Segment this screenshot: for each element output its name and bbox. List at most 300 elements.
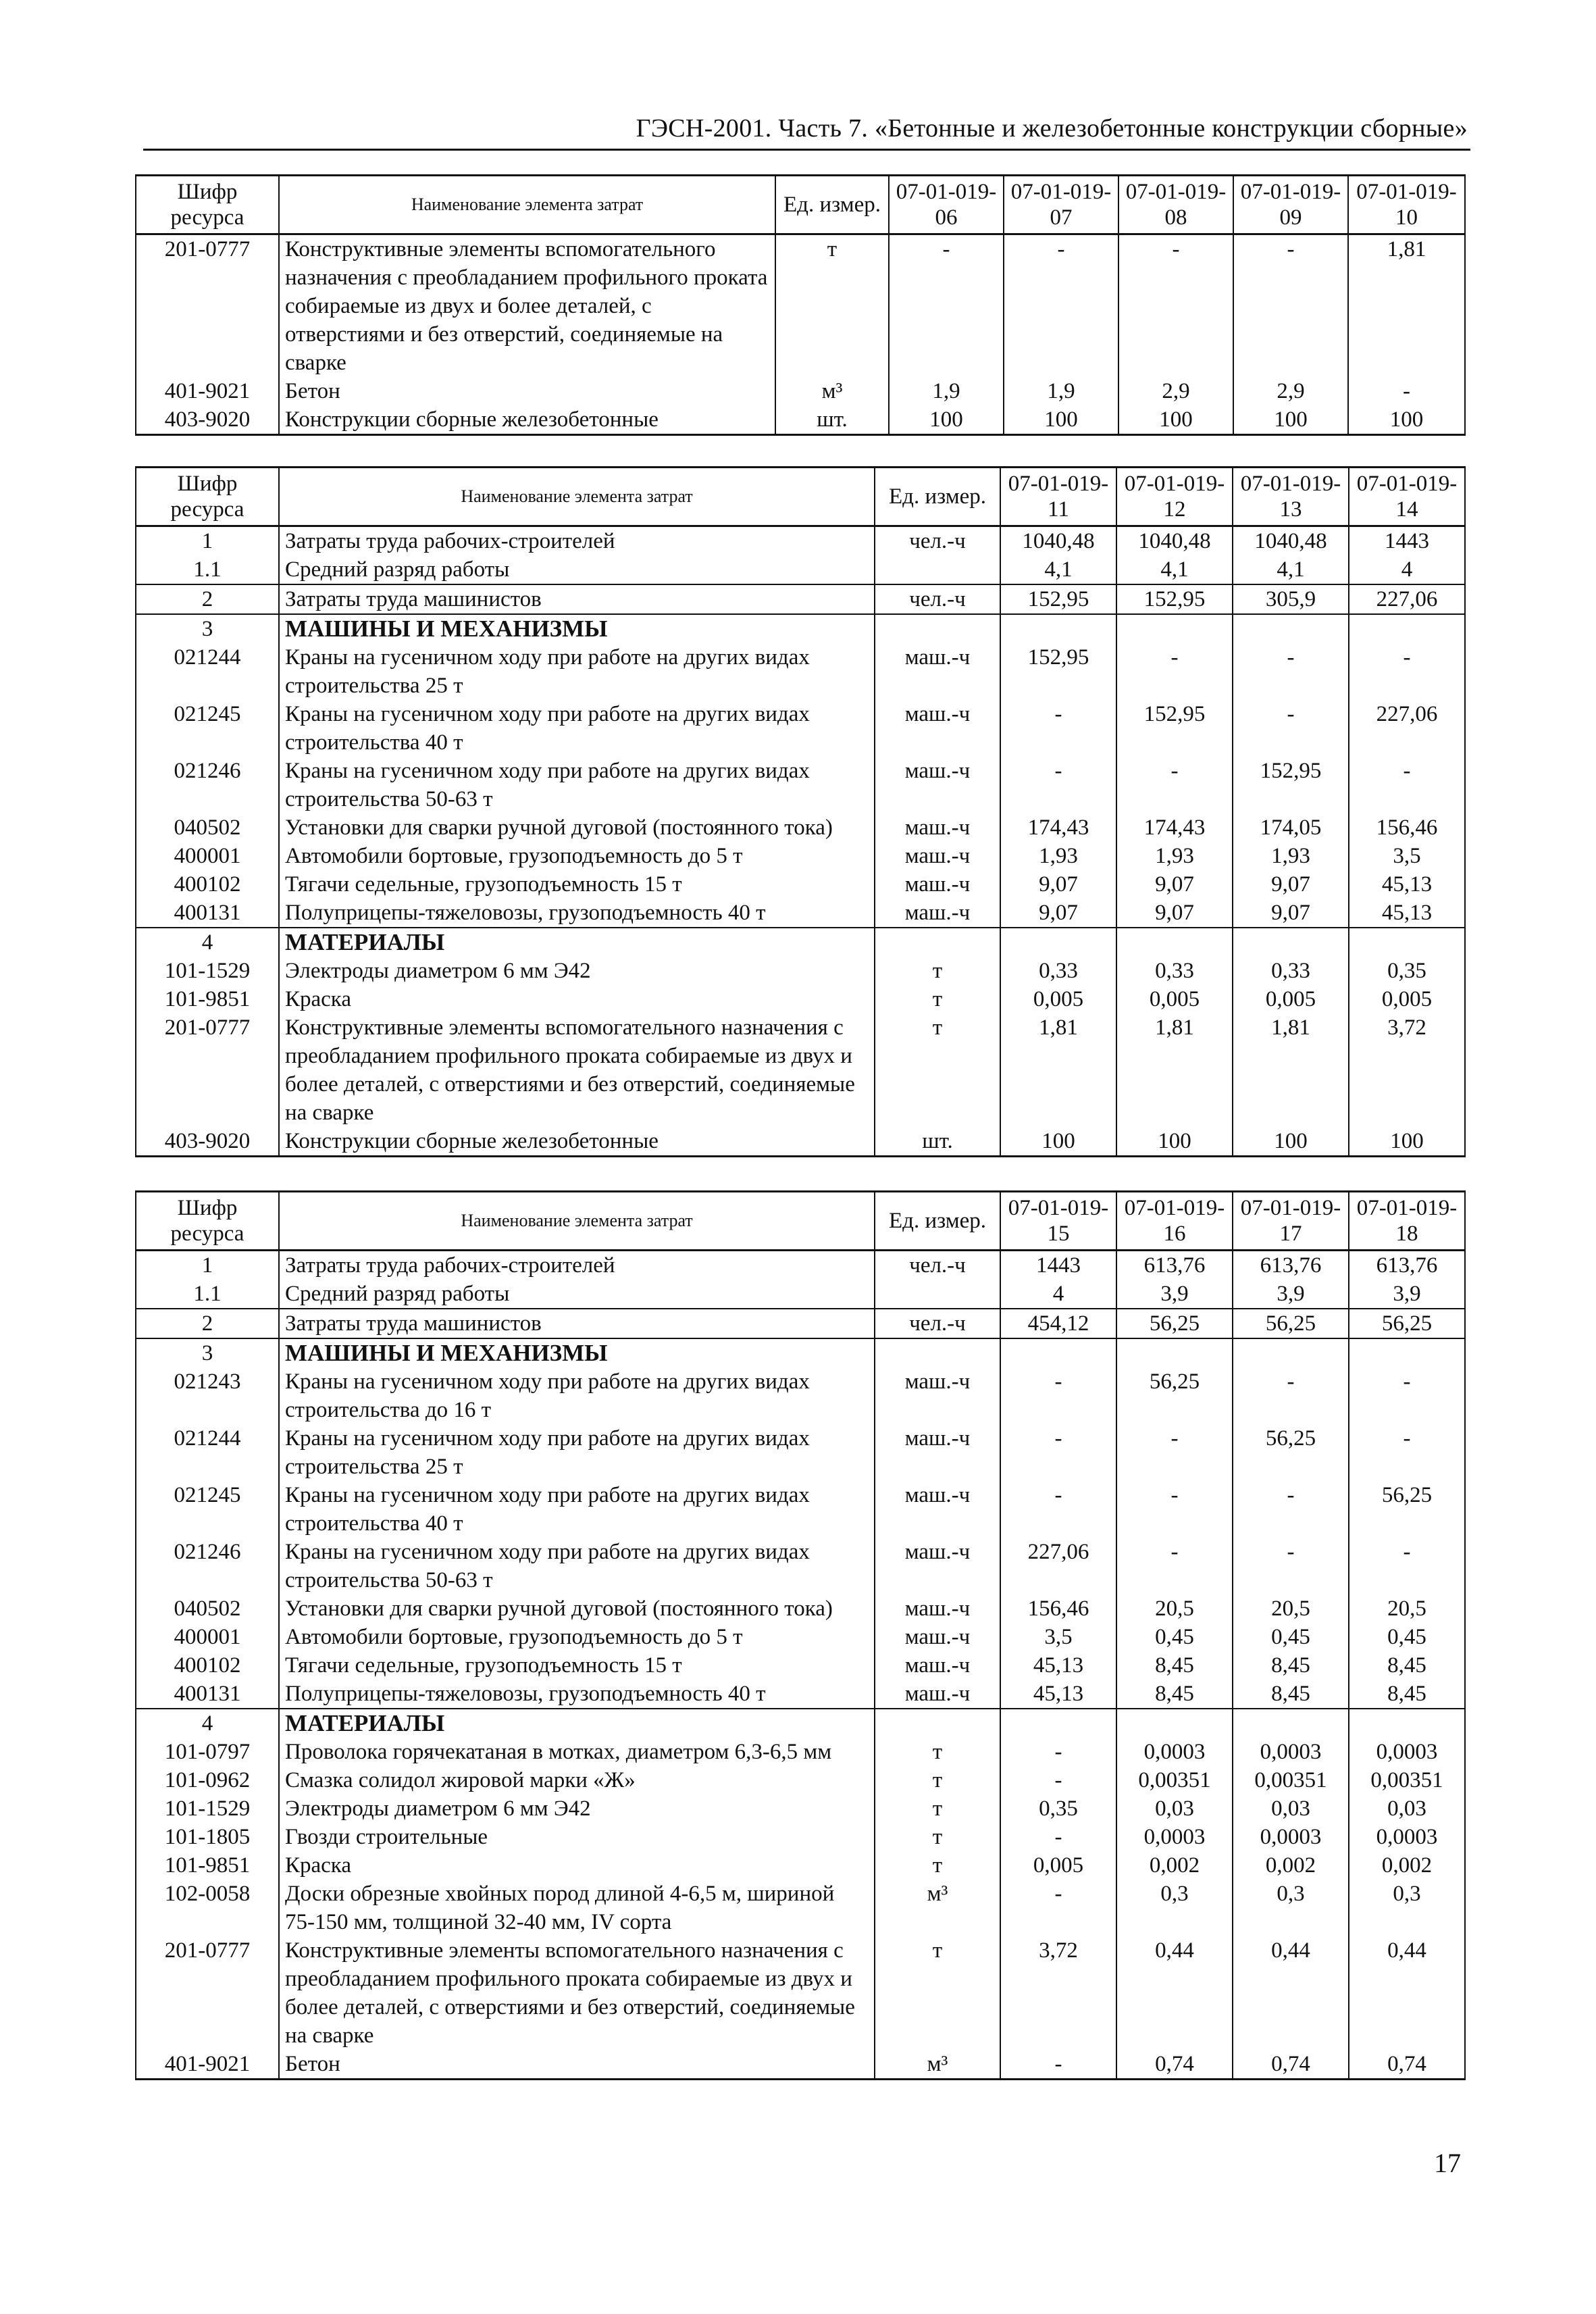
header-unit: Ед. измер. xyxy=(875,468,1000,526)
resource-code: 403-9020 xyxy=(136,405,279,435)
unit-of-measure: маш.-ч xyxy=(875,1367,1000,1424)
table-row xyxy=(136,614,1465,643)
norm-value xyxy=(1000,928,1116,957)
table-row xyxy=(136,757,1465,813)
norm-value: - xyxy=(1000,1367,1116,1424)
cost-element-name: Средний разряд работы xyxy=(279,555,875,584)
norm-value: 0,03 xyxy=(1349,1794,1465,1823)
section-title: МАШИНЫ И МЕХАНИЗМЫ xyxy=(279,614,875,643)
unit-of-measure: маш.-ч xyxy=(875,870,1000,899)
norm-value: 56,25 xyxy=(1116,1309,1233,1338)
table-header-row xyxy=(136,176,1465,234)
norm-value: 20,5 xyxy=(1349,1594,1465,1623)
cost-element-name: Автомобили бортовые, грузоподъемность до 5 т xyxy=(279,1623,875,1651)
table-row xyxy=(136,1623,1465,1651)
unit-of-measure xyxy=(875,555,1000,584)
norm-value: 9,07 xyxy=(1000,899,1116,928)
norm-value: 0,44 xyxy=(1233,1936,1349,2050)
resource-code: 201-0777 xyxy=(136,1936,279,2050)
norm-value: 152,95 xyxy=(1116,700,1233,757)
norm-value: - xyxy=(1000,1823,1116,1851)
cost-element-name: Средний разряд работы xyxy=(279,1280,875,1309)
resource-code: 021244 xyxy=(136,643,279,700)
norm-value: 454,12 xyxy=(1000,1309,1116,1338)
cost-element-name: Затраты труда машинистов xyxy=(279,584,875,614)
cost-element-name: Конструктивные элементы вспомогательного назначения с преобладанием профильного проката собираемые из двух и более деталей, с отверстиями и без отверстий, соединяемые на сварке xyxy=(279,234,775,378)
norm-value xyxy=(1349,1338,1465,1367)
norm-value xyxy=(1233,1709,1349,1738)
unit-of-measure xyxy=(875,1338,1000,1367)
norm-value: 0,44 xyxy=(1349,1936,1465,2050)
norm-value: 3,9 xyxy=(1116,1280,1233,1309)
norm-value: 1,93 xyxy=(1233,842,1349,870)
resource-code: 101-0962 xyxy=(136,1766,279,1794)
cost-element-name: Доски обрезные хвойных пород длиной 4-6,5 м, шириной 75-150 мм, толщиной 32-40 мм, IV сорта xyxy=(279,1880,875,1936)
table-row xyxy=(136,985,1465,1013)
resource-code: 4 xyxy=(136,1709,279,1738)
table-row xyxy=(136,928,1465,957)
header-col: 07-01-019-06 xyxy=(889,176,1004,234)
table-row xyxy=(136,957,1465,985)
norm-value: 1,9 xyxy=(1004,377,1118,405)
cost-element-name: Краска xyxy=(279,1851,875,1880)
cost-element-name: Краны на гусеничном ходу при работе на других видах строительства 50-63 т xyxy=(279,757,875,813)
norm-value: - xyxy=(1116,643,1233,700)
norm-value: 0,03 xyxy=(1233,1794,1349,1823)
norm-value: 152,95 xyxy=(1000,584,1116,614)
norm-value: 305,9 xyxy=(1233,584,1349,614)
norm-value: 8,45 xyxy=(1233,1651,1349,1680)
unit-of-measure: чел.-ч xyxy=(875,1251,1000,1280)
cost-element-name: Электроды диаметром 6 мм Э42 xyxy=(279,1794,875,1823)
header-col: 07-01-019-12 xyxy=(1116,468,1233,526)
norm-value: 1,81 xyxy=(1116,1013,1233,1127)
norm-value: 0,3 xyxy=(1116,1880,1233,1936)
norm-value: - xyxy=(1004,234,1118,378)
norm-value: 0,44 xyxy=(1116,1936,1233,2050)
unit-of-measure: т xyxy=(875,985,1000,1013)
table-row xyxy=(136,405,1465,435)
header-unit: Ед. измер. xyxy=(875,1192,1000,1251)
resource-code: 403-9020 xyxy=(136,1127,279,1157)
table-row xyxy=(136,899,1465,928)
table-row xyxy=(136,1127,1465,1157)
header-col: 07-01-019-11 xyxy=(1000,468,1116,526)
table-row xyxy=(136,842,1465,870)
norm-value: 3,72 xyxy=(1000,1936,1116,2050)
norm-value: 4 xyxy=(1349,555,1465,584)
table-row xyxy=(136,555,1465,584)
resource-code: 021243 xyxy=(136,1367,279,1424)
norm-value: 0,33 xyxy=(1000,957,1116,985)
resource-code: 4 xyxy=(136,928,279,957)
unit-of-measure: т xyxy=(875,957,1000,985)
table-row xyxy=(136,1013,1465,1127)
norm-value: 100 xyxy=(889,405,1004,435)
norm-value: 0,005 xyxy=(1349,985,1465,1013)
norm-value: - xyxy=(1116,1481,1233,1538)
resource-code: 040502 xyxy=(136,813,279,842)
resource-code: 2 xyxy=(136,584,279,614)
norm-value: 56,25 xyxy=(1349,1309,1465,1338)
header-col: 07-01-019-18 xyxy=(1349,1192,1465,1251)
norm-value: 152,95 xyxy=(1116,584,1233,614)
norm-value: 1,81 xyxy=(1233,1013,1349,1127)
norm-value: - xyxy=(1000,1880,1116,1936)
norm-value: 174,43 xyxy=(1000,813,1116,842)
norm-value: 0,0003 xyxy=(1349,1823,1465,1851)
table-row xyxy=(136,1338,1465,1367)
table-row xyxy=(136,870,1465,899)
header-col: 07-01-019-13 xyxy=(1233,468,1349,526)
cost-element-name: Смазка солидол жировой марки «Ж» xyxy=(279,1766,875,1794)
norm-value: 4,1 xyxy=(1116,555,1233,584)
table-row xyxy=(136,643,1465,700)
norm-value: 4 xyxy=(1000,1280,1116,1309)
table-row xyxy=(136,234,1465,378)
header-col: 07-01-019-14 xyxy=(1349,468,1465,526)
norm-value: 0,00351 xyxy=(1116,1766,1233,1794)
table-row xyxy=(136,1367,1465,1424)
unit-of-measure: маш.-ч xyxy=(875,1651,1000,1680)
norm-value: 0,74 xyxy=(1116,2050,1233,2080)
header-col: 07-01-019-09 xyxy=(1233,176,1348,234)
resource-code: 3 xyxy=(136,614,279,643)
unit-of-measure: чел.-ч xyxy=(875,584,1000,614)
norm-value xyxy=(1000,1338,1116,1367)
resource-table-2 xyxy=(135,466,1466,1157)
resource-code: 400131 xyxy=(136,899,279,928)
norm-value: 3,72 xyxy=(1349,1013,1465,1127)
table-row xyxy=(136,700,1465,757)
norm-value: - xyxy=(1116,757,1233,813)
cost-element-name: Затраты труда рабочих-строителей xyxy=(279,526,875,556)
norm-value: 613,76 xyxy=(1233,1251,1349,1280)
cost-element-name: Установки для сварки ручной дуговой (постоянного тока) xyxy=(279,813,875,842)
norm-value: 227,06 xyxy=(1349,584,1465,614)
norm-value: - xyxy=(1000,2050,1116,2080)
norm-value: 0,74 xyxy=(1233,2050,1349,2080)
norm-value: 0,00351 xyxy=(1349,1766,1465,1794)
norm-value: 4,1 xyxy=(1233,555,1349,584)
section-title: МАШИНЫ И МЕХАНИЗМЫ xyxy=(279,1338,875,1367)
norm-value: 0,35 xyxy=(1349,957,1465,985)
resource-code: 400102 xyxy=(136,1651,279,1680)
norm-value: - xyxy=(1233,234,1348,378)
header-col: 07-01-019-17 xyxy=(1233,1192,1349,1251)
unit-of-measure: чел.-ч xyxy=(875,1309,1000,1338)
norm-value: - xyxy=(1233,1367,1349,1424)
norm-value: - xyxy=(1000,1481,1116,1538)
cost-element-name: Затраты труда машинистов xyxy=(279,1309,875,1338)
header-unit: Ед. измер. xyxy=(775,176,889,234)
norm-value: 2,9 xyxy=(1233,377,1348,405)
cost-element-name: Полуприцепы-тяжеловозы, грузоподъемность 40 т xyxy=(279,1680,875,1709)
unit-of-measure: маш.-ч xyxy=(875,1481,1000,1538)
norm-value: 156,46 xyxy=(1000,1594,1116,1623)
norm-value: 100 xyxy=(1348,405,1465,435)
table-header-row xyxy=(136,468,1465,526)
norm-value: 0,002 xyxy=(1233,1851,1349,1880)
resource-code: 101-1805 xyxy=(136,1823,279,1851)
norm-value xyxy=(1233,614,1349,643)
norm-value: 1040,48 xyxy=(1000,526,1116,556)
norm-value: 8,45 xyxy=(1233,1680,1349,1709)
norm-value: - xyxy=(1349,1538,1465,1594)
norm-value: 1,93 xyxy=(1000,842,1116,870)
resource-code: 040502 xyxy=(136,1594,279,1623)
norm-value: 56,25 xyxy=(1233,1309,1349,1338)
norm-value: - xyxy=(1349,1424,1465,1481)
unit-of-measure xyxy=(875,1280,1000,1309)
norm-value: - xyxy=(1116,1538,1233,1594)
unit-of-measure: т xyxy=(875,1823,1000,1851)
resource-code: 1 xyxy=(136,1251,279,1280)
norm-value: - xyxy=(1118,234,1233,378)
resource-code: 401-9021 xyxy=(136,377,279,405)
cost-element-name: Электроды диаметром 6 мм Э42 xyxy=(279,957,875,985)
cost-element-name: Тягачи седельные, грузоподъемность 15 т xyxy=(279,1651,875,1680)
norm-value: - xyxy=(889,234,1004,378)
cost-element-name: Конструктивные элементы вспомогательного назначения с преобладанием профильного проката собираемые из двух и более деталей, с отверстиями и без отверстий, соединяемые на сварке xyxy=(279,1936,875,2050)
table-row xyxy=(136,1651,1465,1680)
norm-value xyxy=(1000,1709,1116,1738)
unit-of-measure: маш.-ч xyxy=(875,1594,1000,1623)
norm-value xyxy=(1349,928,1465,957)
norm-value: - xyxy=(1000,757,1116,813)
cost-element-name: Автомобили бортовые, грузоподъемность до 5 т xyxy=(279,842,875,870)
norm-value: 9,07 xyxy=(1233,870,1349,899)
header-name: Наименование элемента затрат xyxy=(279,176,775,234)
unit-of-measure xyxy=(875,1709,1000,1738)
table-row xyxy=(136,1680,1465,1709)
norm-value xyxy=(1233,928,1349,957)
document-title: ГЭСН-2001. Часть 7. «Бетонные и железобетонные конструкции сборные» xyxy=(636,114,1468,143)
norm-value: 227,06 xyxy=(1349,700,1465,757)
unit-of-measure: маш.-ч xyxy=(875,842,1000,870)
norm-value: 0,002 xyxy=(1349,1851,1465,1880)
norm-value: 0,3 xyxy=(1233,1880,1349,1936)
norm-value xyxy=(1116,1338,1233,1367)
cost-element-name: Краска xyxy=(279,985,875,1013)
norm-value: 0,33 xyxy=(1116,957,1233,985)
unit-of-measure: чел.-ч xyxy=(875,526,1000,556)
norm-value: 0,0003 xyxy=(1233,1738,1349,1766)
unit-of-measure: т xyxy=(875,1738,1000,1766)
norm-value: 0,0003 xyxy=(1233,1823,1349,1851)
norm-value: 8,45 xyxy=(1116,1651,1233,1680)
cost-element-name: Конструкции сборные железобетонные xyxy=(279,1127,875,1157)
unit-of-measure: м³ xyxy=(875,1880,1000,1936)
resource-code: 101-1529 xyxy=(136,1794,279,1823)
table-row xyxy=(136,1309,1465,1338)
norm-value: 0,35 xyxy=(1000,1794,1116,1823)
header-name: Наименование элемента затрат xyxy=(279,468,875,526)
cost-element-name: Краны на гусеничном ходу при работе на других видах строительства 25 т xyxy=(279,1424,875,1481)
cost-element-name: Полуприцепы-тяжеловозы, грузоподъемность 40 т xyxy=(279,899,875,928)
table-row xyxy=(136,1481,1465,1538)
norm-value: 100 xyxy=(1118,405,1233,435)
page-header xyxy=(143,108,1470,151)
table-row xyxy=(136,1936,1465,2050)
norm-value: 152,95 xyxy=(1000,643,1116,700)
norm-value xyxy=(1349,1709,1465,1738)
norm-value: 20,5 xyxy=(1233,1594,1349,1623)
norm-value: - xyxy=(1349,1367,1465,1424)
norm-value: 0,45 xyxy=(1233,1623,1349,1651)
section-title: МАТЕРИАЛЫ xyxy=(279,928,875,957)
unit-of-measure: шт. xyxy=(775,405,889,435)
norm-value: 56,25 xyxy=(1116,1367,1233,1424)
section-title: МАТЕРИАЛЫ xyxy=(279,1709,875,1738)
norm-value: 0,03 xyxy=(1116,1794,1233,1823)
cost-element-name: Краны на гусеничном ходу при работе на других видах строительства 50-63 т xyxy=(279,1538,875,1594)
table-row xyxy=(136,1709,1465,1738)
norm-value: 1,81 xyxy=(1000,1013,1116,1127)
table-row xyxy=(136,1538,1465,1594)
norm-value: 174,43 xyxy=(1116,813,1233,842)
cost-element-name: Затраты труда рабочих-строителей xyxy=(279,1251,875,1280)
norm-value: 0,005 xyxy=(1233,985,1349,1013)
norm-value: - xyxy=(1116,1424,1233,1481)
norm-value: 56,25 xyxy=(1349,1481,1465,1538)
norm-value: 9,07 xyxy=(1233,899,1349,928)
norm-value: 0,0003 xyxy=(1349,1738,1465,1766)
header-col: 07-01-019-08 xyxy=(1118,176,1233,234)
norm-value: 613,76 xyxy=(1116,1251,1233,1280)
table-row xyxy=(136,1738,1465,1766)
norm-value: 45,13 xyxy=(1000,1651,1116,1680)
norm-value: 156,46 xyxy=(1349,813,1465,842)
cost-element-name: Тягачи седельные, грузоподъемность 15 т xyxy=(279,870,875,899)
table-row xyxy=(136,1280,1465,1309)
norm-value: 0,33 xyxy=(1233,957,1349,985)
unit-of-measure: маш.-ч xyxy=(875,813,1000,842)
norm-value: 20,5 xyxy=(1116,1594,1233,1623)
resource-code: 3 xyxy=(136,1338,279,1367)
norm-value: 0,45 xyxy=(1116,1623,1233,1651)
norm-value: 100 xyxy=(1233,1127,1349,1157)
norm-value: 1,9 xyxy=(889,377,1004,405)
norm-value: 0,74 xyxy=(1349,2050,1465,2080)
resource-code: 1.1 xyxy=(136,555,279,584)
norm-value: - xyxy=(1349,643,1465,700)
norm-value: 0,45 xyxy=(1349,1623,1465,1651)
norm-value: - xyxy=(1000,700,1116,757)
norm-value xyxy=(1116,1709,1233,1738)
norm-value: 3,9 xyxy=(1233,1280,1349,1309)
resource-code: 021245 xyxy=(136,700,279,757)
norm-value: 1443 xyxy=(1349,526,1465,556)
table-row xyxy=(136,1594,1465,1623)
norm-value: - xyxy=(1233,1481,1349,1538)
page-number: 17 xyxy=(1434,2148,1461,2178)
resource-code: 400001 xyxy=(136,842,279,870)
norm-value xyxy=(1349,614,1465,643)
norm-value: - xyxy=(1000,1424,1116,1481)
table-row xyxy=(136,584,1465,614)
resource-code: 021246 xyxy=(136,1538,279,1594)
table-row xyxy=(136,377,1465,405)
cost-element-name: Краны на гусеничном ходу при работе на других видах строительства до 16 т xyxy=(279,1367,875,1424)
norm-value xyxy=(1116,928,1233,957)
unit-of-measure: м³ xyxy=(875,2050,1000,2080)
norm-value: 0,00351 xyxy=(1233,1766,1349,1794)
cost-element-name: Установки для сварки ручной дуговой (постоянного тока) xyxy=(279,1594,875,1623)
norm-value: 45,13 xyxy=(1349,870,1465,899)
table-row xyxy=(136,1251,1465,1280)
norm-value: 1040,48 xyxy=(1116,526,1233,556)
header-code: Шифр ресурса xyxy=(136,176,279,234)
norm-value: 8,45 xyxy=(1349,1651,1465,1680)
table-row xyxy=(136,1794,1465,1823)
resource-code: 400102 xyxy=(136,870,279,899)
norm-value: 174,05 xyxy=(1233,813,1349,842)
header-code: Шифр ресурса xyxy=(136,1192,279,1251)
unit-of-measure: т xyxy=(875,1013,1000,1127)
norm-value: - xyxy=(1349,757,1465,813)
cost-element-name: Проволока горячекатаная в мотках, диаметром 6,3-6,5 мм xyxy=(279,1738,875,1766)
norm-value: 45,13 xyxy=(1000,1680,1116,1709)
cost-element-name: Краны на гусеничном ходу при работе на других видах строительства 40 т xyxy=(279,1481,875,1538)
norm-value: 613,76 xyxy=(1349,1251,1465,1280)
cost-element-name: Краны на гусеничном ходу при работе на других видах строительства 25 т xyxy=(279,643,875,700)
resource-code: 021246 xyxy=(136,757,279,813)
resource-code: 2 xyxy=(136,1309,279,1338)
resource-code: 101-9851 xyxy=(136,985,279,1013)
unit-of-measure: маш.-ч xyxy=(875,700,1000,757)
unit-of-measure: маш.-ч xyxy=(875,1424,1000,1481)
norm-value: 1,81 xyxy=(1348,234,1465,378)
resource-code: 1.1 xyxy=(136,1280,279,1309)
unit-of-measure: т xyxy=(775,234,889,378)
resource-code: 101-9851 xyxy=(136,1851,279,1880)
resource-code: 1 xyxy=(136,526,279,556)
norm-value: 0,005 xyxy=(1000,985,1116,1013)
norm-value: 3,9 xyxy=(1349,1280,1465,1309)
norm-value: 0,0003 xyxy=(1116,1738,1233,1766)
cost-element-name: Бетон xyxy=(279,377,775,405)
norm-value: 3,5 xyxy=(1000,1623,1116,1651)
norm-value: 0,002 xyxy=(1116,1851,1233,1880)
unit-of-measure: т xyxy=(875,1794,1000,1823)
unit-of-measure: маш.-ч xyxy=(875,1623,1000,1651)
norm-value: 0,0003 xyxy=(1116,1823,1233,1851)
table-row xyxy=(136,1766,1465,1794)
norm-value: 100 xyxy=(1349,1127,1465,1157)
resource-code: 101-0797 xyxy=(136,1738,279,1766)
resource-code: 401-9021 xyxy=(136,2050,279,2080)
header-col: 07-01-019-10 xyxy=(1348,176,1465,234)
unit-of-measure: маш.-ч xyxy=(875,1680,1000,1709)
cost-element-name: Бетон xyxy=(279,2050,875,2080)
norm-value: 1040,48 xyxy=(1233,526,1349,556)
resource-code: 102-0058 xyxy=(136,1880,279,1936)
unit-of-measure xyxy=(875,614,1000,643)
norm-value: 9,07 xyxy=(1116,899,1233,928)
norm-value: 0,3 xyxy=(1349,1880,1465,1936)
norm-value: 8,45 xyxy=(1349,1680,1465,1709)
norm-value xyxy=(1116,614,1233,643)
norm-value: - xyxy=(1233,1538,1349,1594)
unit-of-measure: маш.-ч xyxy=(875,899,1000,928)
norm-value: - xyxy=(1348,377,1465,405)
resource-code: 400131 xyxy=(136,1680,279,1709)
cost-element-name: Конструктивные элементы вспомогательного назначения с преобладанием профильного проката собираемые из двух и более деталей, с отверстиями и без отверстий, соединяемые на сварке xyxy=(279,1013,875,1127)
resource-code: 101-1529 xyxy=(136,957,279,985)
resource-code: 021245 xyxy=(136,1481,279,1538)
cost-element-name: Конструкции сборные железобетонные xyxy=(279,405,775,435)
